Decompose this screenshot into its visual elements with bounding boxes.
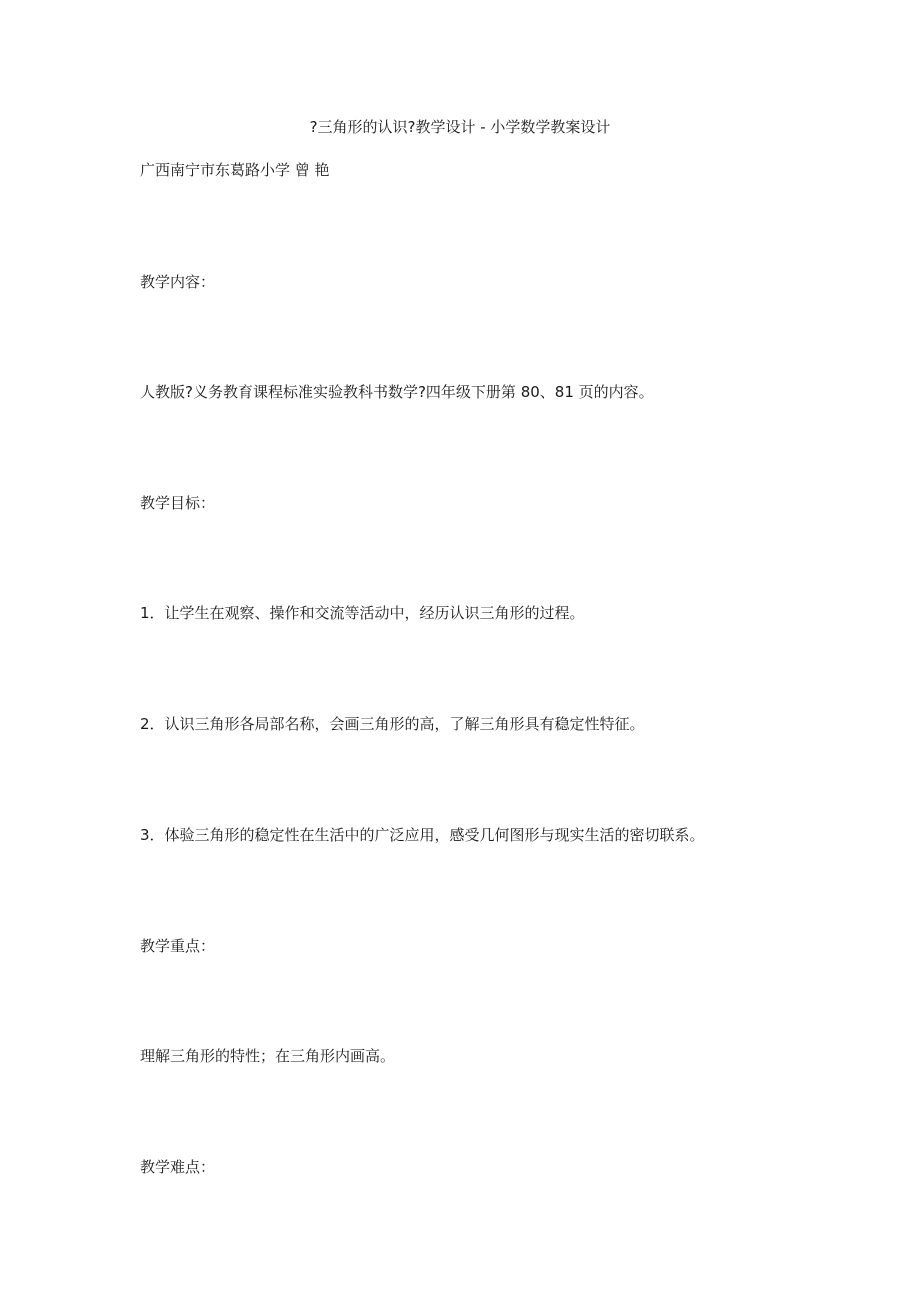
author-line: 广西南宁市东葛路小学 曾 艳 — [140, 161, 330, 179]
content-text: 人教版?义务教育课程标准实验教科书数学?四年级下册第 80、81 页的内容。 — [140, 383, 654, 401]
section-heading-difficulties: 教学难点： — [140, 1158, 216, 1176]
document-title: ?三角形的认识?教学设计 - 小学数学教案设计 — [309, 118, 611, 136]
section-heading-goals: 教学目标： — [140, 494, 216, 512]
key-points-text: 理解三角形的特性；在三角形内画高。 — [140, 1047, 396, 1065]
goal-item-3: 3．体验三角形的稳定性在生活中的广泛应用，感受几何图形与现实生活的密切联系。 — [140, 826, 705, 844]
section-heading-key-points: 教学重点： — [140, 937, 216, 955]
section-heading-content: 教学内容： — [140, 273, 216, 291]
goal-item-1: 1．让学生在观察、操作和交流等活动中，经历认识三角形的过程。 — [140, 604, 585, 622]
goal-item-2: 2．认识三角形各局部名称，会画三角形的高，了解三角形具有稳定性特征。 — [140, 715, 645, 733]
